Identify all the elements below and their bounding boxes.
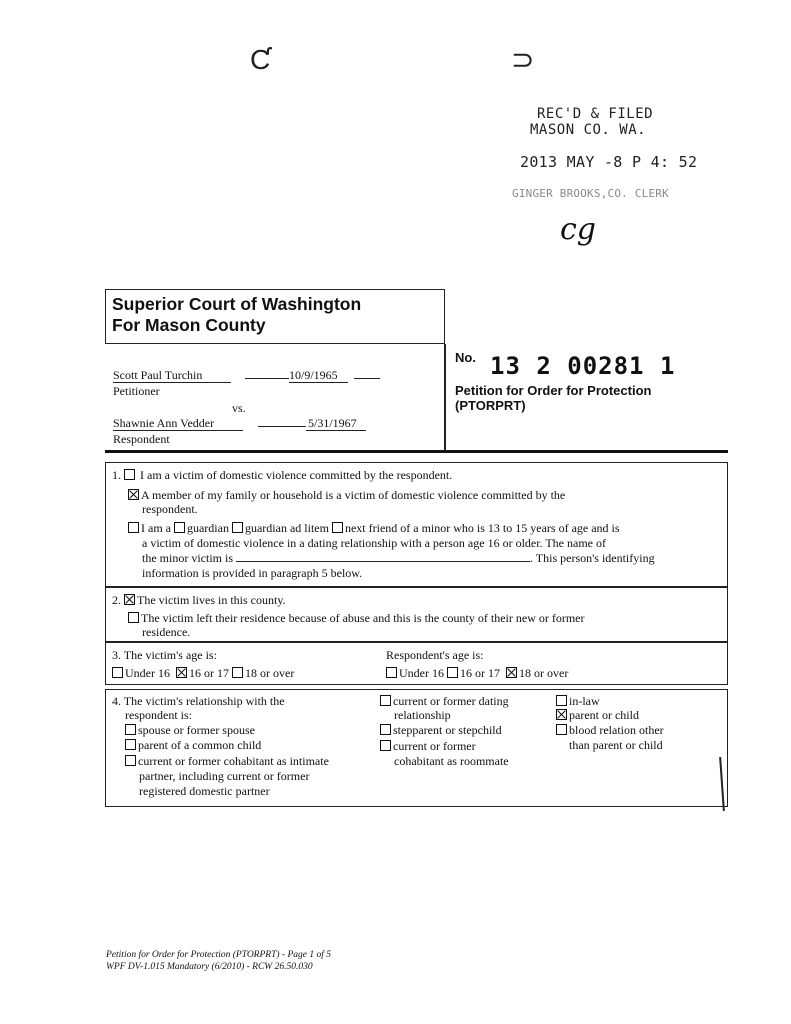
hole-punch-mark-right: ⊃ (511, 44, 535, 75)
option-next-friend: next friend of a minor who is 13 to 15 years of age and is (344, 521, 620, 535)
minor-victim-text-line-4: information is provided in paragraph 5 below. (142, 566, 363, 580)
petitioner-dob: 10/9/1965 (289, 368, 348, 383)
stamp-line-2: MASON CO. WA. (530, 122, 647, 138)
versus: vs. (232, 401, 246, 415)
petitioner-label: Petitioner (113, 384, 160, 398)
option-roommate: current or former (393, 739, 476, 753)
checkbox-cohabitant-intimate[interactable] (125, 755, 136, 766)
victim-age-heading: The victim's age is: (123, 648, 217, 662)
option-parent-or-child: parent or child (569, 708, 639, 722)
section-2-number: 2. (112, 593, 121, 607)
option-victim-lives-in-county: The victim lives in this county. (137, 593, 286, 607)
checkbox-common-child[interactable] (125, 739, 136, 750)
checkbox-victim-18-or-over[interactable] (232, 667, 243, 678)
case-number-label: No. (455, 350, 476, 365)
checkbox-respondent-18-or-over[interactable] (506, 667, 517, 678)
option-family-member-victim: A member of my family or household is a victim of domestic violence committed by the (141, 488, 566, 502)
option-dating: current or former dating (393, 694, 509, 708)
checkbox-family-member-victim[interactable] (128, 489, 139, 500)
checkbox-respondent-under-16[interactable] (386, 667, 397, 678)
respondent-age-heading: Respondent's age is: (386, 648, 484, 662)
option-victim-left-residence-cont: residence. (142, 625, 191, 639)
section-4-box (105, 689, 728, 807)
section-4-number: 4. (112, 694, 121, 708)
section-1-box (105, 462, 728, 587)
option-common-child: parent of a common child (138, 738, 262, 752)
option-spouse: spouse or former spouse (138, 723, 255, 737)
option-guardian-ad-litem: guardian ad litem (244, 521, 329, 535)
option-victim-left-residence: The victim left their residence because of abuse and this is the county of their new or former (141, 611, 585, 625)
checkbox-victim-left-residence[interactable] (128, 612, 139, 623)
checkbox-parent-or-child[interactable] (556, 709, 567, 720)
footer-line-2: WPF DV-1.015 Mandatory (6/2010) - RCW 26.50.030 (106, 962, 313, 972)
section-1-number: 1. (112, 468, 121, 482)
section-3-number: 3. (112, 648, 121, 662)
respondent-age-options (386, 666, 568, 680)
footer-line-1: Petition for Order for Protection (PTORPRT) - Page 1 of 5 (106, 950, 331, 960)
stamp-line-1: REC'D & FILED (537, 106, 654, 122)
victim-age-options (112, 666, 294, 680)
option-blood-relation-line-2: than parent or child (569, 738, 663, 752)
stamp-clerk: GINGER BROOKS,CO. CLERK (512, 187, 669, 200)
option-self-victim: I am a victim of domestic violence committed by the respondent. (140, 468, 453, 482)
option-cohabitant-intimate-line-2: partner, including current or former (139, 769, 310, 783)
option-cohabitant-intimate: current or former cohabitant as intimate (138, 754, 329, 768)
checkbox-stepparent[interactable] (380, 724, 391, 735)
hole-punch-mark-left: Ƈ (250, 44, 271, 75)
respondent-label: Respondent (113, 432, 170, 446)
respondent-age-under-16: Under 16 (399, 666, 444, 680)
respondent-age-18-or-over: 18 or over (519, 666, 569, 680)
checkbox-self-victim[interactable] (124, 469, 135, 480)
section-3-box (105, 642, 728, 685)
court-name-line-1: Superior Court of Washington (112, 294, 362, 314)
option-blood-relation: blood relation other (569, 723, 664, 737)
minor-victim-name-field[interactable] (236, 551, 530, 562)
minor-victim-name-label: the minor victim is (142, 551, 233, 565)
victim-age-18-or-over: 18 or over (245, 666, 295, 680)
checkbox-spouse[interactable] (125, 724, 136, 735)
stamp-date-time: 2013 MAY -8 P 4: 52 (520, 153, 698, 171)
checkbox-victim-under-16[interactable] (112, 667, 123, 678)
caption-bottom-rule (105, 450, 728, 453)
identifying-info-text: . This person's identifying (530, 551, 655, 565)
section-2-box (105, 587, 728, 642)
checkbox-victim-16-or-17[interactable] (176, 667, 187, 678)
victim-age-under-16: Under 16 (125, 666, 170, 680)
option-dating-line-2: relationship (394, 708, 451, 722)
clerk-initials-signature: cg (560, 212, 597, 247)
option-guardian: guardian (186, 521, 229, 535)
petitioner-name-line (113, 368, 380, 383)
caption-divider (444, 344, 446, 451)
respondent-age-16-or-17: 16 or 17 (460, 666, 500, 680)
option-minor-i-am-a: I am a (141, 521, 171, 535)
respondent-name-line (113, 416, 366, 431)
checkbox-roommate[interactable] (380, 740, 391, 751)
form-title-line-2: (PTORPRT) (455, 398, 526, 413)
court-name-line-2: For Mason County (112, 315, 266, 335)
option-stepparent: stepparent or stepchild (393, 723, 502, 737)
respondent-dob: 5/31/1967 (306, 416, 366, 431)
minor-victim-text-line-2: a victim of domestic violence in a dating relationship with a person age 16 or older. The name of (142, 536, 606, 550)
petitioner-name: Scott Paul Turchin (113, 368, 231, 383)
checkbox-guardian-ad-litem[interactable] (232, 522, 243, 533)
checkbox-next-friend[interactable] (332, 522, 343, 533)
checkbox-victim-lives-in-county[interactable] (124, 594, 135, 605)
checkbox-minor-victim[interactable] (128, 522, 139, 533)
option-roommate-line-2: cohabitant as roommate (394, 754, 509, 768)
relationship-heading-cont: respondent is: (125, 708, 192, 722)
checkbox-dating[interactable] (380, 695, 391, 706)
option-cohabitant-intimate-line-3: registered domestic partner (139, 784, 270, 798)
checkbox-respondent-16-or-17[interactable] (447, 667, 458, 678)
victim-age-16-or-17: 16 or 17 (189, 666, 229, 680)
court-name (112, 294, 361, 336)
form-title (455, 383, 651, 413)
option-family-member-victim-cont: respondent. (142, 502, 198, 516)
relationship-heading: The victim's relationship with the (123, 694, 285, 708)
checkbox-guardian[interactable] (174, 522, 185, 533)
case-number: 13 2 00281 1 (490, 352, 676, 380)
option-in-law: in-law (569, 694, 600, 708)
form-title-line-1: Petition for Order for Protection (455, 383, 652, 398)
respondent-name: Shawnie Ann Vedder (113, 416, 243, 431)
checkbox-blood-relation[interactable] (556, 724, 567, 735)
checkbox-in-law[interactable] (556, 695, 567, 706)
